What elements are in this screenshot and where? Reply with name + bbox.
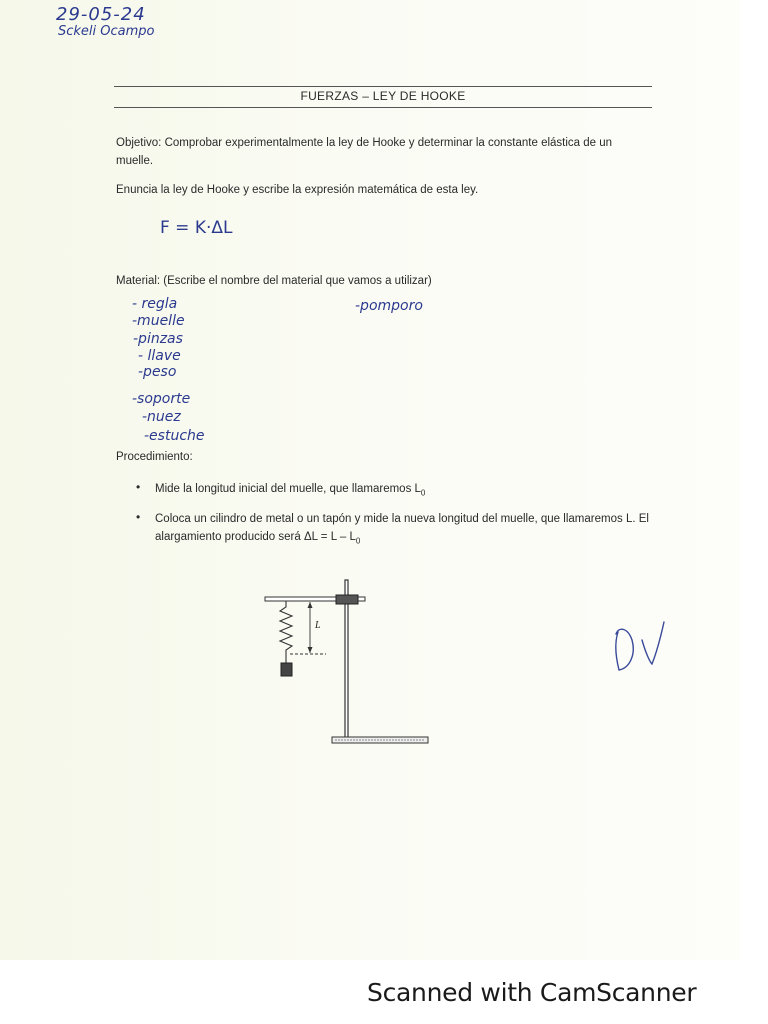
procedure-heading: Procedimiento: — [116, 451, 193, 463]
procedure-step-2: Coloca un cilindro de metal o un tapón y mide la nueva longitud del muelle, que llamaremos L. El alargamiento producido será $\Delta L = L - L_0$ — [155, 513, 649, 546]
material-item: -nuez — [142, 409, 181, 425]
title-rule-top — [114, 86, 652, 87]
material-item: -pinzas — [133, 331, 183, 347]
length-label: L — [315, 620, 321, 631]
clamp-nut — [336, 595, 358, 604]
handwritten-formula: F = K·ΔL — [160, 218, 233, 238]
material-item: - regla — [132, 296, 178, 312]
bullet-point: • — [136, 480, 141, 494]
document-title: FUERZAS – LEY DE HOOKE — [300, 89, 466, 103]
teacher-signature — [604, 610, 674, 680]
material-item: -soporte — [132, 391, 191, 407]
camscanner-watermark: Scanned with CamScanner — [367, 978, 697, 1007]
material-item: -estuche — [144, 428, 205, 444]
hooke-apparatus-diagram — [260, 575, 440, 750]
procedure-step-1: Mide la longitud inicial del muelle, que llamaremos $L_0$ — [155, 483, 426, 498]
handwritten-name: Sckeli Ocampo — [58, 24, 155, 39]
weight — [281, 663, 292, 676]
material-item: -muelle — [132, 313, 185, 329]
law-prompt: Enuncia la ley de Hooke y escribe la expresión matemática de esta ley. — [116, 184, 479, 196]
title-rule-bottom — [114, 107, 652, 108]
objective-text: Objetivo: Comprobar experimentalmente la ley de Hooke y determinar la constante elástica de un muelle. — [116, 137, 613, 167]
bullet-point: • — [136, 510, 141, 524]
material-item: -peso — [138, 364, 177, 380]
material-item: -pomporo — [355, 298, 423, 314]
material-prompt: Material: (Escribe el nombre del material que vamos a utilizar) — [116, 275, 432, 287]
handwritten-date: 29-05-24 — [56, 4, 146, 25]
material-item: - llave — [138, 348, 181, 364]
